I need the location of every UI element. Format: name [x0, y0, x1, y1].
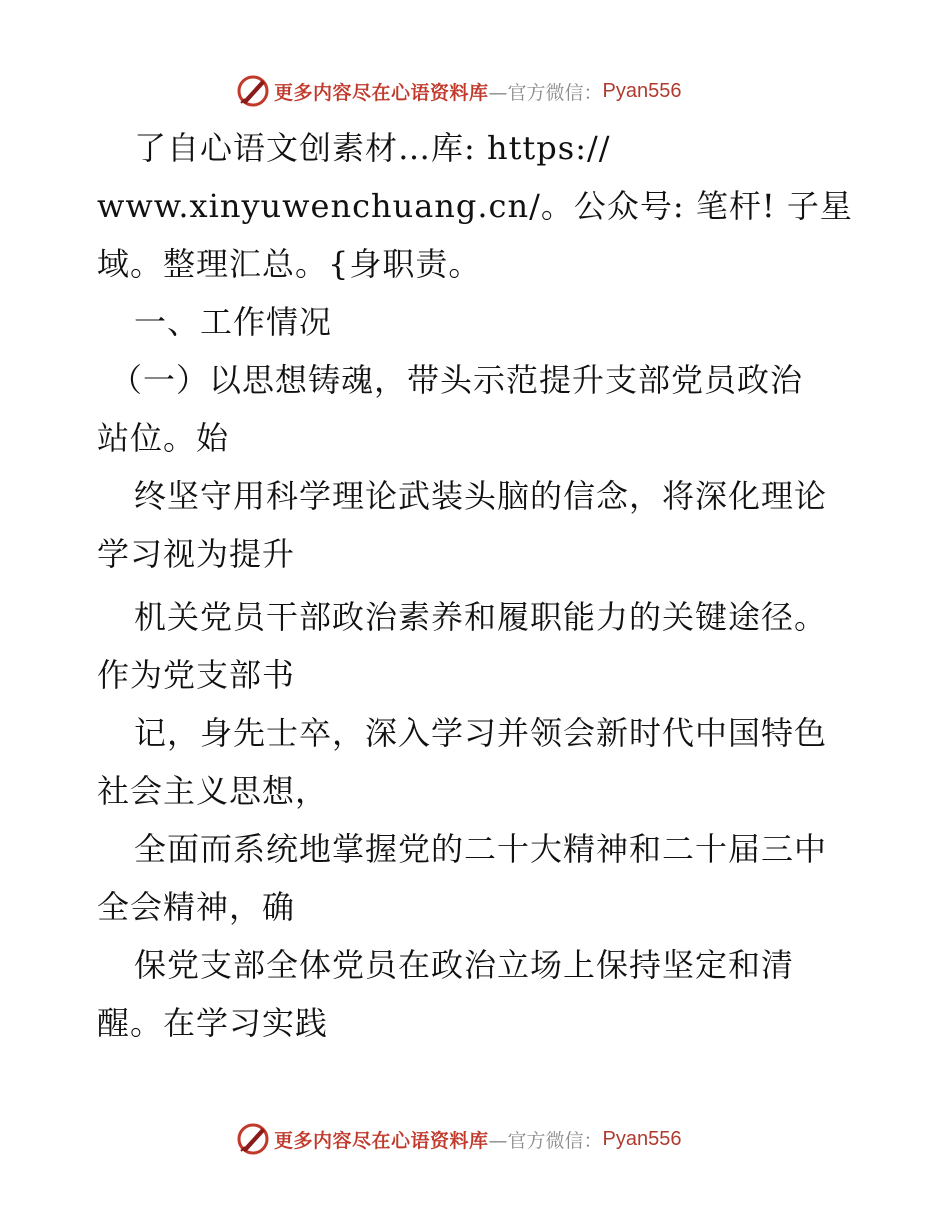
quill-seal-logo-icon	[236, 74, 270, 108]
watermark-separator: —官方微信：	[488, 1129, 603, 1152]
text-line: 保党支部全体党员在政治立场上保持坚定和清	[134, 946, 795, 984]
text-line: 作为党支部书	[97, 656, 296, 694]
text-line: 学习视为提升	[97, 535, 296, 573]
section-heading: 一、工作情况	[134, 303, 333, 341]
watermark-main-text: 更多内容尽在心语资料库	[274, 1129, 489, 1152]
footer-watermark	[236, 1122, 682, 1156]
quill-seal-logo-icon	[236, 1122, 270, 1156]
text-line: 机关党员干部政治素养和履职能力的关键途径。	[134, 598, 828, 636]
subsection-heading: （一）以思想铸魂，带头示范提升支部党员政治	[110, 361, 804, 399]
text-line: 社会主义思想，	[97, 772, 329, 810]
watermark-separator: —官方微信：	[488, 81, 603, 104]
watermark-wechat-id: Pyan556	[602, 79, 682, 102]
watermark-main-text: 更多内容尽在心语资料库	[274, 81, 489, 104]
text-line: 站位。始	[97, 419, 230, 457]
text-line: 终坚守用科学理论武装头脑的信念，将深化理论	[134, 477, 828, 515]
text-line: 醒。在学习实践	[97, 1004, 329, 1042]
text-line: www.xinyuwenchuang.cn/。公众号: 笔杆! 子星	[97, 187, 853, 225]
header-watermark	[236, 74, 682, 108]
text-line: 了自心语文创素材…库: https://	[134, 129, 611, 167]
text-line: 全面而系统地掌握党的二十大精神和二十届三中	[134, 830, 828, 868]
watermark-wechat-id: Pyan556	[602, 1127, 682, 1150]
text-line: 全会精神，确	[97, 888, 296, 926]
text-line: 记，身先士卒，深入学习并领会新时代中国特色	[134, 714, 828, 752]
text-line: 域。整理汇总。{身职责。	[97, 245, 482, 283]
